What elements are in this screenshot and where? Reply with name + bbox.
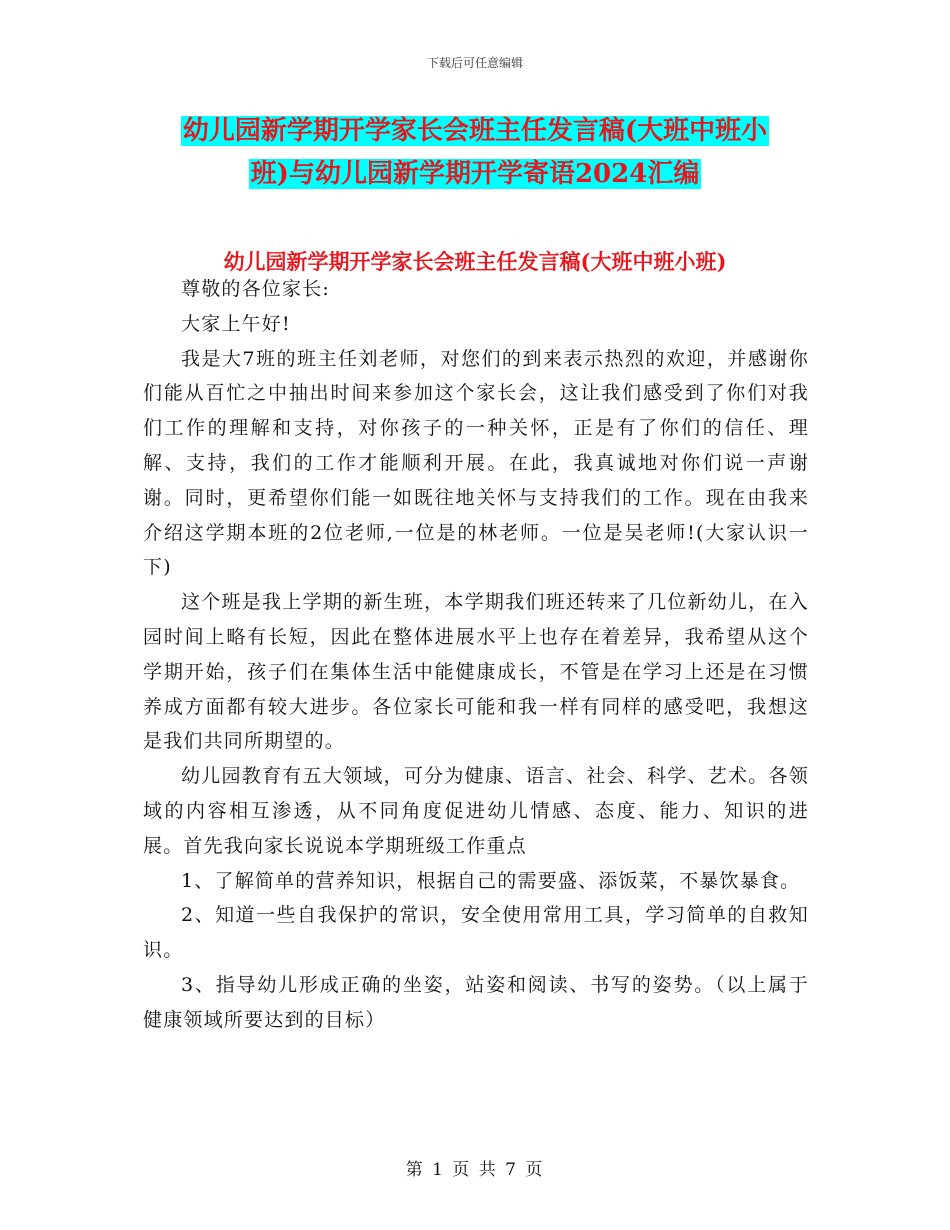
paragraph: 幼儿园教育有五大领域，可分为健康、语言、社会、科学、艺术。各领域的内容相互渗透，从不同角度促进幼儿情感、态度、能力、知识的进展。首先我向家长说说本学期班级工作重点 xyxy=(143,765,809,857)
paragraph: 我是大7班的班主任刘老师，对您们的到来表示热烈的欢迎，并感谢你们能从百忙之中抽出时间来参加这个家长会，这让我们感受到了你们对我们工作的理解和支持，对你孩子的一种关怀，正是有了你们的信任、理解、支持，我们的工作才能顺利开展。在此，我真诚地对你们说一声谢谢。同时，更希望你们能一如既往地关怀与支持我们的工作。现在由我来介绍这学期本班的2位老师,一位是的林老师。一位是吴老师!(大家认识一下) xyxy=(143,347,809,579)
document-title-line-2 xyxy=(0,155,950,193)
document-title-line-1 xyxy=(0,112,950,150)
list-item: 1、了解简单的营养知识，根据自己的需要盛、添饭菜，不暴饮暴食。 xyxy=(181,869,801,892)
list-item: 2、知道一些自我保护的常识，安全使用常用工具，学习简单的自救知识。 xyxy=(143,904,809,962)
section-title: 幼儿园新学期开学家长会班主任发言稿(大班中班小班) xyxy=(223,249,727,274)
paragraph: 这个班是我上学期的新生班，本学期我们班还转来了几位新幼儿，在入园时间上略有长短，因此在整体进展水平上也存在着差异，我希望从这个学期开始，孩子们在集体生活中能健康成长，不管是在学习上还是在习惯养成方面都有较大进步。各位家长可能和我一样有同样的感受吧，我想这是我们共同所期望的。 xyxy=(143,591,809,753)
paragraph-greeting: 大家上午好! xyxy=(181,312,291,335)
document-title-line-1-text: 幼儿园新学期开学家长会班主任发言稿(大班中班小 xyxy=(182,116,768,146)
header-note: 下载后可任意编辑 xyxy=(426,56,523,70)
document-body xyxy=(143,272,809,1038)
page-number: 第 1 页 共 7 页 xyxy=(405,1160,545,1180)
list-item: 3、指导幼儿形成正确的坐姿，站姿和阅读、书写的姿势。（以上属于健康领域所要达到的目标） xyxy=(143,973,809,1031)
document-title-line-2-text: 班)与幼儿园新学期开学寄语2024汇编 xyxy=(250,159,700,189)
paragraph-salutation: 尊敬的各位家长: xyxy=(181,278,331,300)
